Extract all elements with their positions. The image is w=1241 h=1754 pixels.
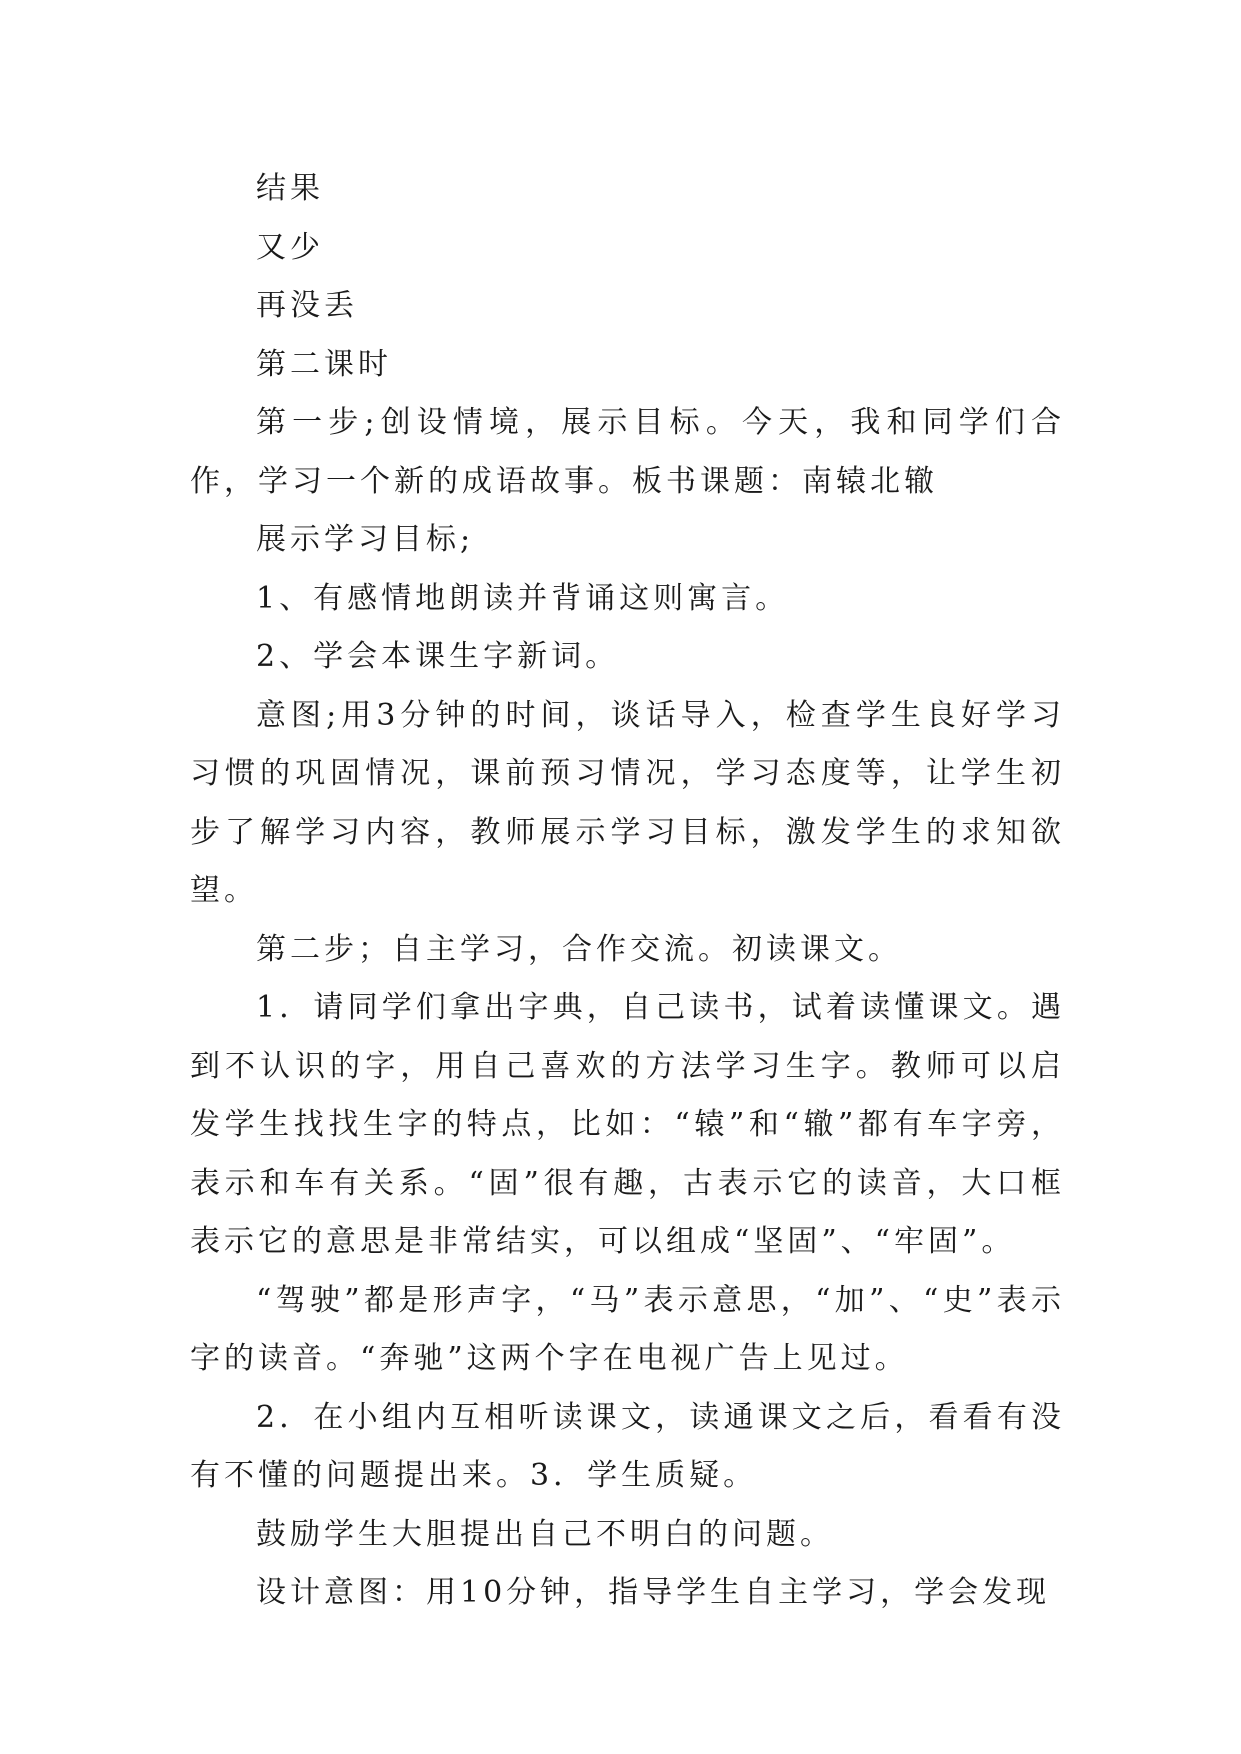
paragraph: 第一步;创设情境，展示目标。今天，我和同学们合作，学习一个新的成语故事。板书课题：南辕北辙 bbox=[190, 405, 1065, 499]
paragraph: 展示学习目标; bbox=[256, 522, 475, 557]
paragraph: 鼓励学生大胆提出自己不明白的问题。 bbox=[256, 1516, 834, 1552]
paragraph: “驾驶”都是形声字，“马”表示意思，“加”、“史”表示字的读音。“奔驰”这两个字在电视广告上见过。 bbox=[190, 1282, 1065, 1376]
paragraph: 意图;用3分钟的时间，谈话导入，检查学生良好学习习惯的巩固情况，课前预习情况，学习态度等，让学生初步了解学习内容，教师展示学习目标，激发学生的求知欲望。 bbox=[190, 697, 1065, 908]
list-item: 1、有感情地朗读并背诵这则寓言。 bbox=[256, 580, 790, 616]
paragraph: 设计意图：用10分钟，指导学生自主学习，学会发现 bbox=[256, 1575, 1051, 1610]
paragraph: 1．请同学们拿出字典，自己读书，试着读懂课文。遇到不认识的字，用自己喜欢的方法学习生字。教师可以启发学生找找生字的特点，比如：“辕”和“辙”都有车字旁，表示和车有关系。“固”很有趣，古表示它的读音，大口框表示它的意思是非常结实，可以组成“坚固”、“牢固”。 bbox=[190, 990, 1065, 1259]
paragraph: 结果 bbox=[256, 171, 324, 206]
paragraph: 又少 bbox=[256, 229, 324, 265]
list-item: 2、学会本课生字新词。 bbox=[256, 639, 620, 674]
section-heading: 第二课时 bbox=[256, 346, 392, 382]
paragraph: 再没丢 bbox=[256, 288, 358, 323]
paragraph: 2．在小组内互相听读课文，读通课文之后，看看有没有不懂的问题提出来。3．学生质疑。 bbox=[190, 1399, 1065, 1493]
document-page bbox=[190, 160, 1065, 1623]
paragraph: 第二步；自主学习，合作交流。初读课文。 bbox=[256, 931, 902, 967]
